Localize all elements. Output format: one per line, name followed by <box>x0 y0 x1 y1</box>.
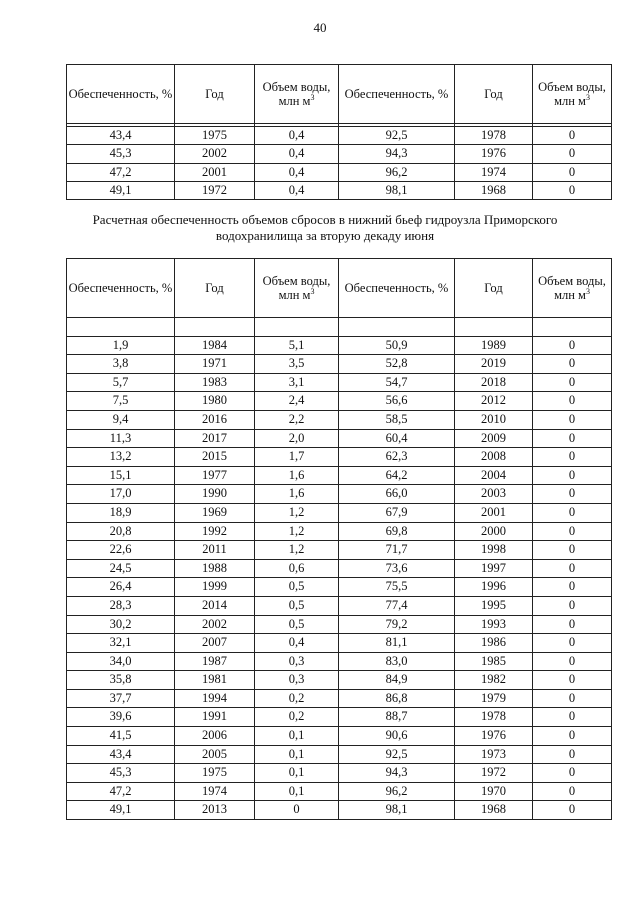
cell-year: 1991 <box>175 708 255 727</box>
header-year: Год <box>455 259 533 318</box>
cell-year: 2002 <box>175 145 255 163</box>
header-year: Год <box>175 65 255 124</box>
page-number: 40 <box>313 20 327 35</box>
cell-volume: 0 <box>533 634 612 653</box>
table-row <box>67 522 612 541</box>
cell-probability: 56,6 <box>339 392 455 411</box>
cell-volume: 0 <box>533 559 612 578</box>
cell-volume: 1,6 <box>255 466 339 485</box>
cell-probability: 69,8 <box>339 522 455 541</box>
cell-year: 1976 <box>455 145 533 163</box>
table-row <box>67 801 612 820</box>
cell-year: 1992 <box>175 522 255 541</box>
cell-probability: 22,6 <box>67 541 175 560</box>
cell-probability: 37,7 <box>67 689 175 708</box>
table-row <box>67 652 612 671</box>
cell-year: 1968 <box>455 181 533 199</box>
cell-volume: 0,5 <box>255 596 339 615</box>
table-row <box>67 336 612 355</box>
cell-volume: 1,2 <box>255 522 339 541</box>
cell-probability: 67,9 <box>339 503 455 522</box>
cell-volume: 0 <box>533 181 612 199</box>
cell-volume: 1,2 <box>255 541 339 560</box>
header-probability: Обеспеченность, % <box>339 65 455 124</box>
cell-volume: 0,1 <box>255 745 339 764</box>
cell-probability: 35,8 <box>67 671 175 690</box>
cell-year: 1975 <box>175 127 255 145</box>
cell-probability: 7,5 <box>67 392 175 411</box>
table-row <box>67 764 612 783</box>
cell-year: 1974 <box>455 163 533 181</box>
cell-year: 2009 <box>455 429 533 448</box>
table-row <box>67 615 612 634</box>
cell-year: 1976 <box>455 727 533 746</box>
cell-probability: 98,1 <box>339 181 455 199</box>
table-row <box>67 708 612 727</box>
cell-volume: 2,4 <box>255 392 339 411</box>
cell-probability: 71,7 <box>339 541 455 560</box>
cell-volume: 0,4 <box>255 145 339 163</box>
header-year: Год <box>175 259 255 318</box>
cell-volume: 0 <box>533 336 612 355</box>
table-row <box>67 392 612 411</box>
cell-volume: 0,4 <box>255 181 339 199</box>
cell-probability: 90,6 <box>339 727 455 746</box>
cell-probability: 62,3 <box>339 448 455 467</box>
cell-probability: 9,4 <box>67 410 175 429</box>
cell-volume: 0 <box>533 355 612 374</box>
table-row <box>67 634 612 653</box>
table-row <box>67 448 612 467</box>
table-header-row <box>67 65 612 124</box>
cell-year: 1990 <box>175 485 255 504</box>
header-volume-label: Объем воды, млн м <box>538 274 606 302</box>
cell-year: 2001 <box>455 503 533 522</box>
cell-probability: 83,0 <box>339 652 455 671</box>
cell-probability: 45,3 <box>67 764 175 783</box>
cell-volume: 0 <box>533 541 612 560</box>
cell-volume: 0 <box>533 689 612 708</box>
header-volume-sup: 3 <box>310 93 315 102</box>
cell-volume: 0,3 <box>255 671 339 690</box>
table-row <box>67 541 612 560</box>
cell-probability: 34,0 <box>67 652 175 671</box>
table-row <box>67 127 612 145</box>
table-row <box>67 559 612 578</box>
cell-probability: 54,7 <box>339 373 455 392</box>
cell-volume: 3,1 <box>255 373 339 392</box>
cell-year: 1972 <box>455 764 533 783</box>
header-volume-label: Объем воды, млн м <box>262 80 331 108</box>
cell-probability: 92,5 <box>339 127 455 145</box>
cell-year: 1995 <box>455 596 533 615</box>
cell-year: 1973 <box>455 745 533 764</box>
table-row <box>67 596 612 615</box>
cell-probability: 94,3 <box>339 145 455 163</box>
cell-volume: 0,5 <box>255 615 339 634</box>
cell-probability: 1,9 <box>67 336 175 355</box>
cell-year: 2011 <box>175 541 255 560</box>
table-row <box>67 745 612 764</box>
cell-probability: 58,5 <box>339 410 455 429</box>
header-year: Год <box>455 65 533 124</box>
table-bottom-body <box>67 336 612 819</box>
cell-year: 2014 <box>175 596 255 615</box>
cell-probability: 96,2 <box>339 782 455 801</box>
table-bottom <box>66 258 612 820</box>
cell-year: 1986 <box>455 634 533 653</box>
cell-probability: 94,3 <box>339 764 455 783</box>
cell-year: 1997 <box>455 559 533 578</box>
cell-probability: 73,6 <box>339 559 455 578</box>
cell-year: 1970 <box>455 782 533 801</box>
header-probability: Обеспеченность, % <box>339 259 455 318</box>
cell-probability: 84,9 <box>339 671 455 690</box>
cell-probability: 79,2 <box>339 615 455 634</box>
cell-year: 1982 <box>455 671 533 690</box>
cell-year: 2005 <box>175 745 255 764</box>
cell-year: 2001 <box>175 163 255 181</box>
cell-probability: 28,3 <box>67 596 175 615</box>
cell-probability: 30,2 <box>67 615 175 634</box>
header-separator <box>67 318 612 337</box>
cell-volume: 0,5 <box>255 578 339 597</box>
cell-year: 1971 <box>175 355 255 374</box>
cell-year: 1999 <box>175 578 255 597</box>
cell-probability: 96,2 <box>339 163 455 181</box>
cell-volume: 0,1 <box>255 727 339 746</box>
cell-probability: 66,0 <box>339 485 455 504</box>
cell-year: 1974 <box>175 782 255 801</box>
cell-volume: 0,6 <box>255 559 339 578</box>
cell-volume: 0 <box>533 782 612 801</box>
cell-probability: 43,4 <box>67 745 175 764</box>
cell-volume: 0 <box>533 727 612 746</box>
cell-probability: 41,5 <box>67 727 175 746</box>
cell-year: 2007 <box>175 634 255 653</box>
header-volume-sup: 3 <box>585 93 590 102</box>
cell-volume: 0,4 <box>255 127 339 145</box>
cell-year: 2004 <box>455 466 533 485</box>
cell-year: 1979 <box>455 689 533 708</box>
cell-probability: 81,1 <box>339 634 455 653</box>
cell-year: 2008 <box>455 448 533 467</box>
cell-probability: 75,5 <box>339 578 455 597</box>
cell-year: 2013 <box>175 801 255 820</box>
cell-probability: 86,8 <box>339 689 455 708</box>
cell-probability: 32,1 <box>67 634 175 653</box>
cell-probability: 24,5 <box>67 559 175 578</box>
cell-volume: 0 <box>533 522 612 541</box>
header-volume <box>533 65 612 124</box>
table-row <box>67 373 612 392</box>
cell-year: 1980 <box>175 392 255 411</box>
cell-volume: 0 <box>533 745 612 764</box>
cell-volume: 1,6 <box>255 485 339 504</box>
cell-volume: 5,1 <box>255 336 339 355</box>
table-caption: Расчетная обеспеченность объемов сбросов в нижний бьеф гидроузла Приморского водохранилища за вторую декаду июня <box>92 212 558 243</box>
header-probability: Обеспеченность, % <box>67 259 175 318</box>
table-row <box>67 503 612 522</box>
cell-volume: 0,4 <box>255 634 339 653</box>
cell-volume: 1,2 <box>255 503 339 522</box>
cell-volume: 0,1 <box>255 782 339 801</box>
cell-probability: 3,8 <box>67 355 175 374</box>
table-row <box>67 689 612 708</box>
cell-probability: 50,9 <box>339 336 455 355</box>
cell-volume: 1,7 <box>255 448 339 467</box>
cell-volume: 0 <box>533 652 612 671</box>
cell-probability: 11,3 <box>67 429 175 448</box>
header-volume-sup: 3 <box>310 287 315 296</box>
cell-volume: 0 <box>533 392 612 411</box>
cell-volume: 0 <box>533 764 612 783</box>
header-probability: Обеспеченность, % <box>67 65 175 124</box>
cell-volume: 0,1 <box>255 764 339 783</box>
table-row <box>67 145 612 163</box>
cell-probability: 20,8 <box>67 522 175 541</box>
cell-year: 1972 <box>175 181 255 199</box>
cell-volume: 0 <box>533 373 612 392</box>
table-row <box>67 485 612 504</box>
cell-year: 1989 <box>455 336 533 355</box>
table-row <box>67 466 612 485</box>
cell-year: 1994 <box>175 689 255 708</box>
cell-year: 1978 <box>455 127 533 145</box>
cell-volume: 0 <box>533 485 612 504</box>
cell-volume: 0 <box>255 801 339 820</box>
cell-volume: 0,4 <box>255 163 339 181</box>
cell-year: 1981 <box>175 671 255 690</box>
cell-year: 1984 <box>175 336 255 355</box>
cell-year: 2015 <box>175 448 255 467</box>
header-volume <box>255 259 339 318</box>
cell-year: 2003 <box>455 485 533 504</box>
cell-volume: 0 <box>533 127 612 145</box>
cell-volume: 2,0 <box>255 429 339 448</box>
cell-year: 1977 <box>175 466 255 485</box>
cell-probability: 15,1 <box>67 466 175 485</box>
table-header-row <box>67 259 612 318</box>
cell-volume: 0 <box>533 708 612 727</box>
cell-volume: 0,2 <box>255 708 339 727</box>
cell-probability: 98,1 <box>339 801 455 820</box>
cell-probability: 77,4 <box>339 596 455 615</box>
cell-volume: 0 <box>533 671 612 690</box>
cell-volume: 0 <box>533 410 612 429</box>
cell-year: 2000 <box>455 522 533 541</box>
cell-year: 1978 <box>455 708 533 727</box>
cell-probability: 39,6 <box>67 708 175 727</box>
cell-probability: 92,5 <box>339 745 455 764</box>
cell-probability: 64,2 <box>339 466 455 485</box>
cell-volume: 0 <box>533 801 612 820</box>
table-row <box>67 578 612 597</box>
table-top <box>66 64 612 200</box>
header-volume <box>533 259 612 318</box>
cell-probability: 49,1 <box>67 181 175 199</box>
table-row <box>67 782 612 801</box>
cell-probability: 5,7 <box>67 373 175 392</box>
cell-probability: 17,0 <box>67 485 175 504</box>
cell-year: 1993 <box>455 615 533 634</box>
cell-volume: 0,2 <box>255 689 339 708</box>
cell-volume: 0 <box>533 578 612 597</box>
table-row <box>67 727 612 746</box>
header-volume <box>255 65 339 124</box>
header-volume-label: Объем воды, млн м <box>538 80 606 108</box>
table-row <box>67 163 612 181</box>
cell-year: 2002 <box>175 615 255 634</box>
table-row <box>67 410 612 429</box>
cell-volume: 0 <box>533 503 612 522</box>
cell-year: 2012 <box>455 392 533 411</box>
cell-year: 1983 <box>175 373 255 392</box>
cell-year: 2017 <box>175 429 255 448</box>
cell-probability: 26,4 <box>67 578 175 597</box>
cell-year: 1975 <box>175 764 255 783</box>
cell-probability: 88,7 <box>339 708 455 727</box>
cell-year: 1996 <box>455 578 533 597</box>
cell-year: 2006 <box>175 727 255 746</box>
cell-volume: 2,2 <box>255 410 339 429</box>
cell-probability: 18,9 <box>67 503 175 522</box>
table-top-body <box>67 127 612 200</box>
table-row <box>67 181 612 199</box>
cell-year: 1968 <box>455 801 533 820</box>
header-volume-label: Объем воды, млн м <box>262 274 331 302</box>
cell-volume: 0 <box>533 615 612 634</box>
cell-volume: 0 <box>533 448 612 467</box>
cell-year: 2016 <box>175 410 255 429</box>
cell-year: 1988 <box>175 559 255 578</box>
cell-year: 2019 <box>455 355 533 374</box>
table-row <box>67 355 612 374</box>
cell-year: 1985 <box>455 652 533 671</box>
cell-year: 2010 <box>455 410 533 429</box>
cell-probability: 47,2 <box>67 782 175 801</box>
cell-volume: 0 <box>533 163 612 181</box>
cell-probability: 13,2 <box>67 448 175 467</box>
cell-probability: 47,2 <box>67 163 175 181</box>
cell-volume: 0 <box>533 466 612 485</box>
cell-probability: 45,3 <box>67 145 175 163</box>
cell-probability: 49,1 <box>67 801 175 820</box>
cell-probability: 60,4 <box>339 429 455 448</box>
table-row <box>67 671 612 690</box>
cell-probability: 52,8 <box>339 355 455 374</box>
cell-volume: 0 <box>533 145 612 163</box>
cell-volume: 3,5 <box>255 355 339 374</box>
cell-year: 2018 <box>455 373 533 392</box>
header-volume-sup: 3 <box>585 287 590 296</box>
cell-volume: 0 <box>533 429 612 448</box>
cell-year: 1969 <box>175 503 255 522</box>
cell-volume: 0 <box>533 596 612 615</box>
cell-volume: 0,3 <box>255 652 339 671</box>
table-row <box>67 429 612 448</box>
cell-year: 1998 <box>455 541 533 560</box>
cell-probability: 43,4 <box>67 127 175 145</box>
cell-year: 1987 <box>175 652 255 671</box>
